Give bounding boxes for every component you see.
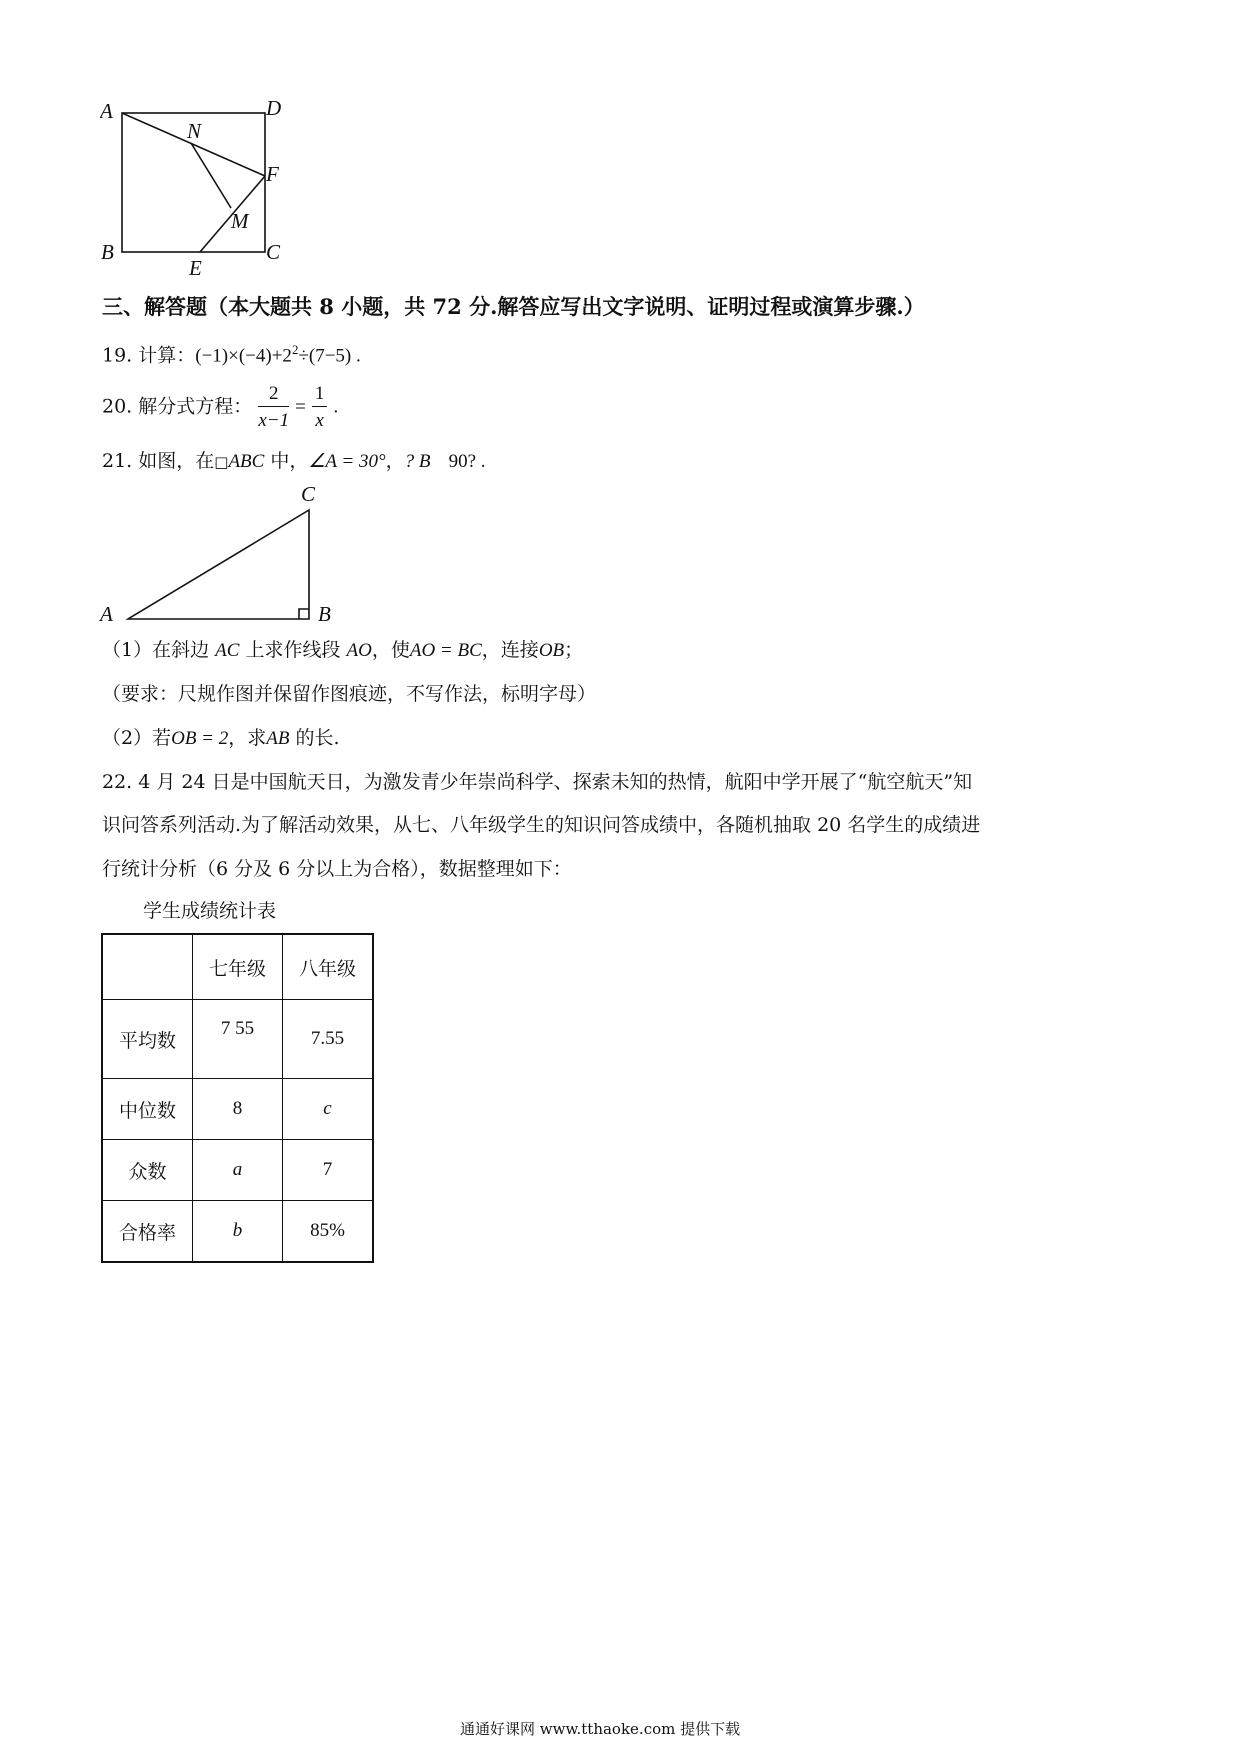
q20-left-denominator: x−1: [258, 410, 290, 431]
table-header-cell: 七年级: [193, 934, 283, 1000]
q21-middle: 中，: [264, 450, 309, 472]
label-m: M: [231, 209, 249, 233]
table-cell: 合格率: [102, 1201, 193, 1263]
q21-part1-end: ；: [564, 639, 584, 661]
q20-prefix: 20. 解分式方程：: [102, 395, 253, 418]
q21-part2-eq: OB = 2: [171, 728, 229, 749]
q21-part1-mid2: ，使: [371, 639, 410, 661]
label-a: A: [100, 99, 113, 123]
table-row: [102, 1079, 373, 1140]
q19-expression: (−1)×(−4)+2: [195, 345, 292, 367]
q20-right-fraction: [312, 384, 328, 430]
q20-end: .: [333, 396, 339, 418]
table-cell: 85%: [283, 1201, 374, 1263]
q21-angle-b: ? B: [404, 451, 431, 472]
q21-part2-mid: ，求: [228, 727, 267, 749]
question-20: [102, 384, 338, 430]
label-c-triangle: C: [301, 482, 316, 506]
table-cell: 中位数: [102, 1079, 193, 1140]
table-cell: c: [283, 1079, 374, 1140]
label-d: D: [266, 96, 282, 120]
q21-prefix: 21. 如图，在: [102, 450, 215, 472]
question-19: [102, 343, 361, 365]
table-cell: a: [193, 1140, 283, 1201]
q21-part1-mid3: ，连接: [481, 639, 539, 661]
q20-equals: =: [295, 396, 306, 418]
q22-line-2: 识问答系列活动.为了解活动效果，从七、八年级学生的知识问答成绩中，各随机抽取 20 名学生的成绩进: [102, 814, 981, 836]
q20-left-fraction: [258, 384, 289, 430]
label-n: N: [187, 119, 202, 143]
q21-triangle: ABC: [228, 451, 265, 472]
q19-expression-tail: ÷(7−5) .: [298, 345, 361, 367]
triangle-figure: [95, 478, 355, 628]
q21-part1-ao: AO: [346, 640, 372, 661]
q19-prefix: 19. 计算：: [102, 344, 196, 367]
question-21: [102, 452, 486, 471]
table-header-cell: 八年级: [283, 934, 374, 1000]
table-row: [102, 1140, 373, 1201]
triangle-symbol: □: [214, 453, 229, 471]
label-f: F: [266, 162, 279, 186]
table-row: [102, 1000, 373, 1079]
q21-part1-eq: AO = BC: [409, 640, 482, 661]
section-heading: 三、解答题（本大题共 8 小题，共 72 分.解答应写出文字说明、证明过程或演算步骤.）: [102, 294, 925, 319]
table-cell: 7 55: [193, 1000, 283, 1079]
table-row: [102, 1201, 373, 1263]
label-a-triangle: A: [100, 602, 113, 626]
table-cell: 7: [283, 1140, 374, 1201]
table-title: 学生成绩统计表: [143, 900, 277, 922]
table-cell: 7.55: [283, 1000, 374, 1079]
q20-left-numerator: 2: [258, 384, 289, 407]
table-cell: 众数: [102, 1140, 193, 1201]
q21-part1-ob: OB: [538, 640, 565, 661]
q21-part2-end: 的长.: [289, 727, 340, 749]
q21-part1-mid: 上求作线段: [239, 639, 341, 661]
q21-angle-b-value: 90? .: [448, 451, 486, 472]
q21-part-1: [102, 641, 583, 660]
table-cell: 8: [193, 1079, 283, 1140]
square-figure: [100, 95, 340, 285]
label-e: E: [189, 256, 202, 280]
label-b-triangle: B: [318, 602, 331, 626]
stats-table: [101, 933, 374, 1263]
q22-line-3: 行统计分析（6 分及 6 分以上为合格），数据整理如下：: [102, 858, 572, 880]
q22-line-1: 22. 4 月 24 日是中国航天日，为激发青少年崇尚科学、探索未知的热情，航阳中学开展了“航空航天”知: [102, 771, 973, 793]
table-header-row: [102, 934, 373, 1000]
right-angle-mark: [299, 609, 309, 619]
q20-right-denominator: x: [315, 410, 324, 431]
footer-text: 通通好课网 www.tthaoke.com 提供下载: [460, 1720, 741, 1738]
q21-part1-prefix: （1）在斜边: [102, 639, 210, 661]
q21-part-2: [102, 729, 340, 748]
q19-exponent: 2: [291, 342, 299, 357]
table-cell: b: [193, 1201, 283, 1263]
q21-part1-ac: AC: [215, 640, 240, 661]
q21-comma: ，: [385, 450, 405, 472]
label-c: C: [266, 240, 281, 264]
q20-right-numerator: 1: [312, 384, 328, 407]
label-b: B: [101, 240, 114, 264]
q21-part2-prefix: （2）若: [102, 727, 172, 749]
triangle-abc: [128, 510, 309, 619]
table-cell: 平均数: [102, 1000, 193, 1079]
table-header-cell: [102, 934, 193, 1000]
q21-requirement: （要求：尺规作图并保留作图痕迹，不写作法，标明字母）: [102, 683, 597, 705]
q21-angle: ∠A = 30°: [308, 451, 386, 472]
q21-part2-ab: AB: [266, 728, 290, 749]
